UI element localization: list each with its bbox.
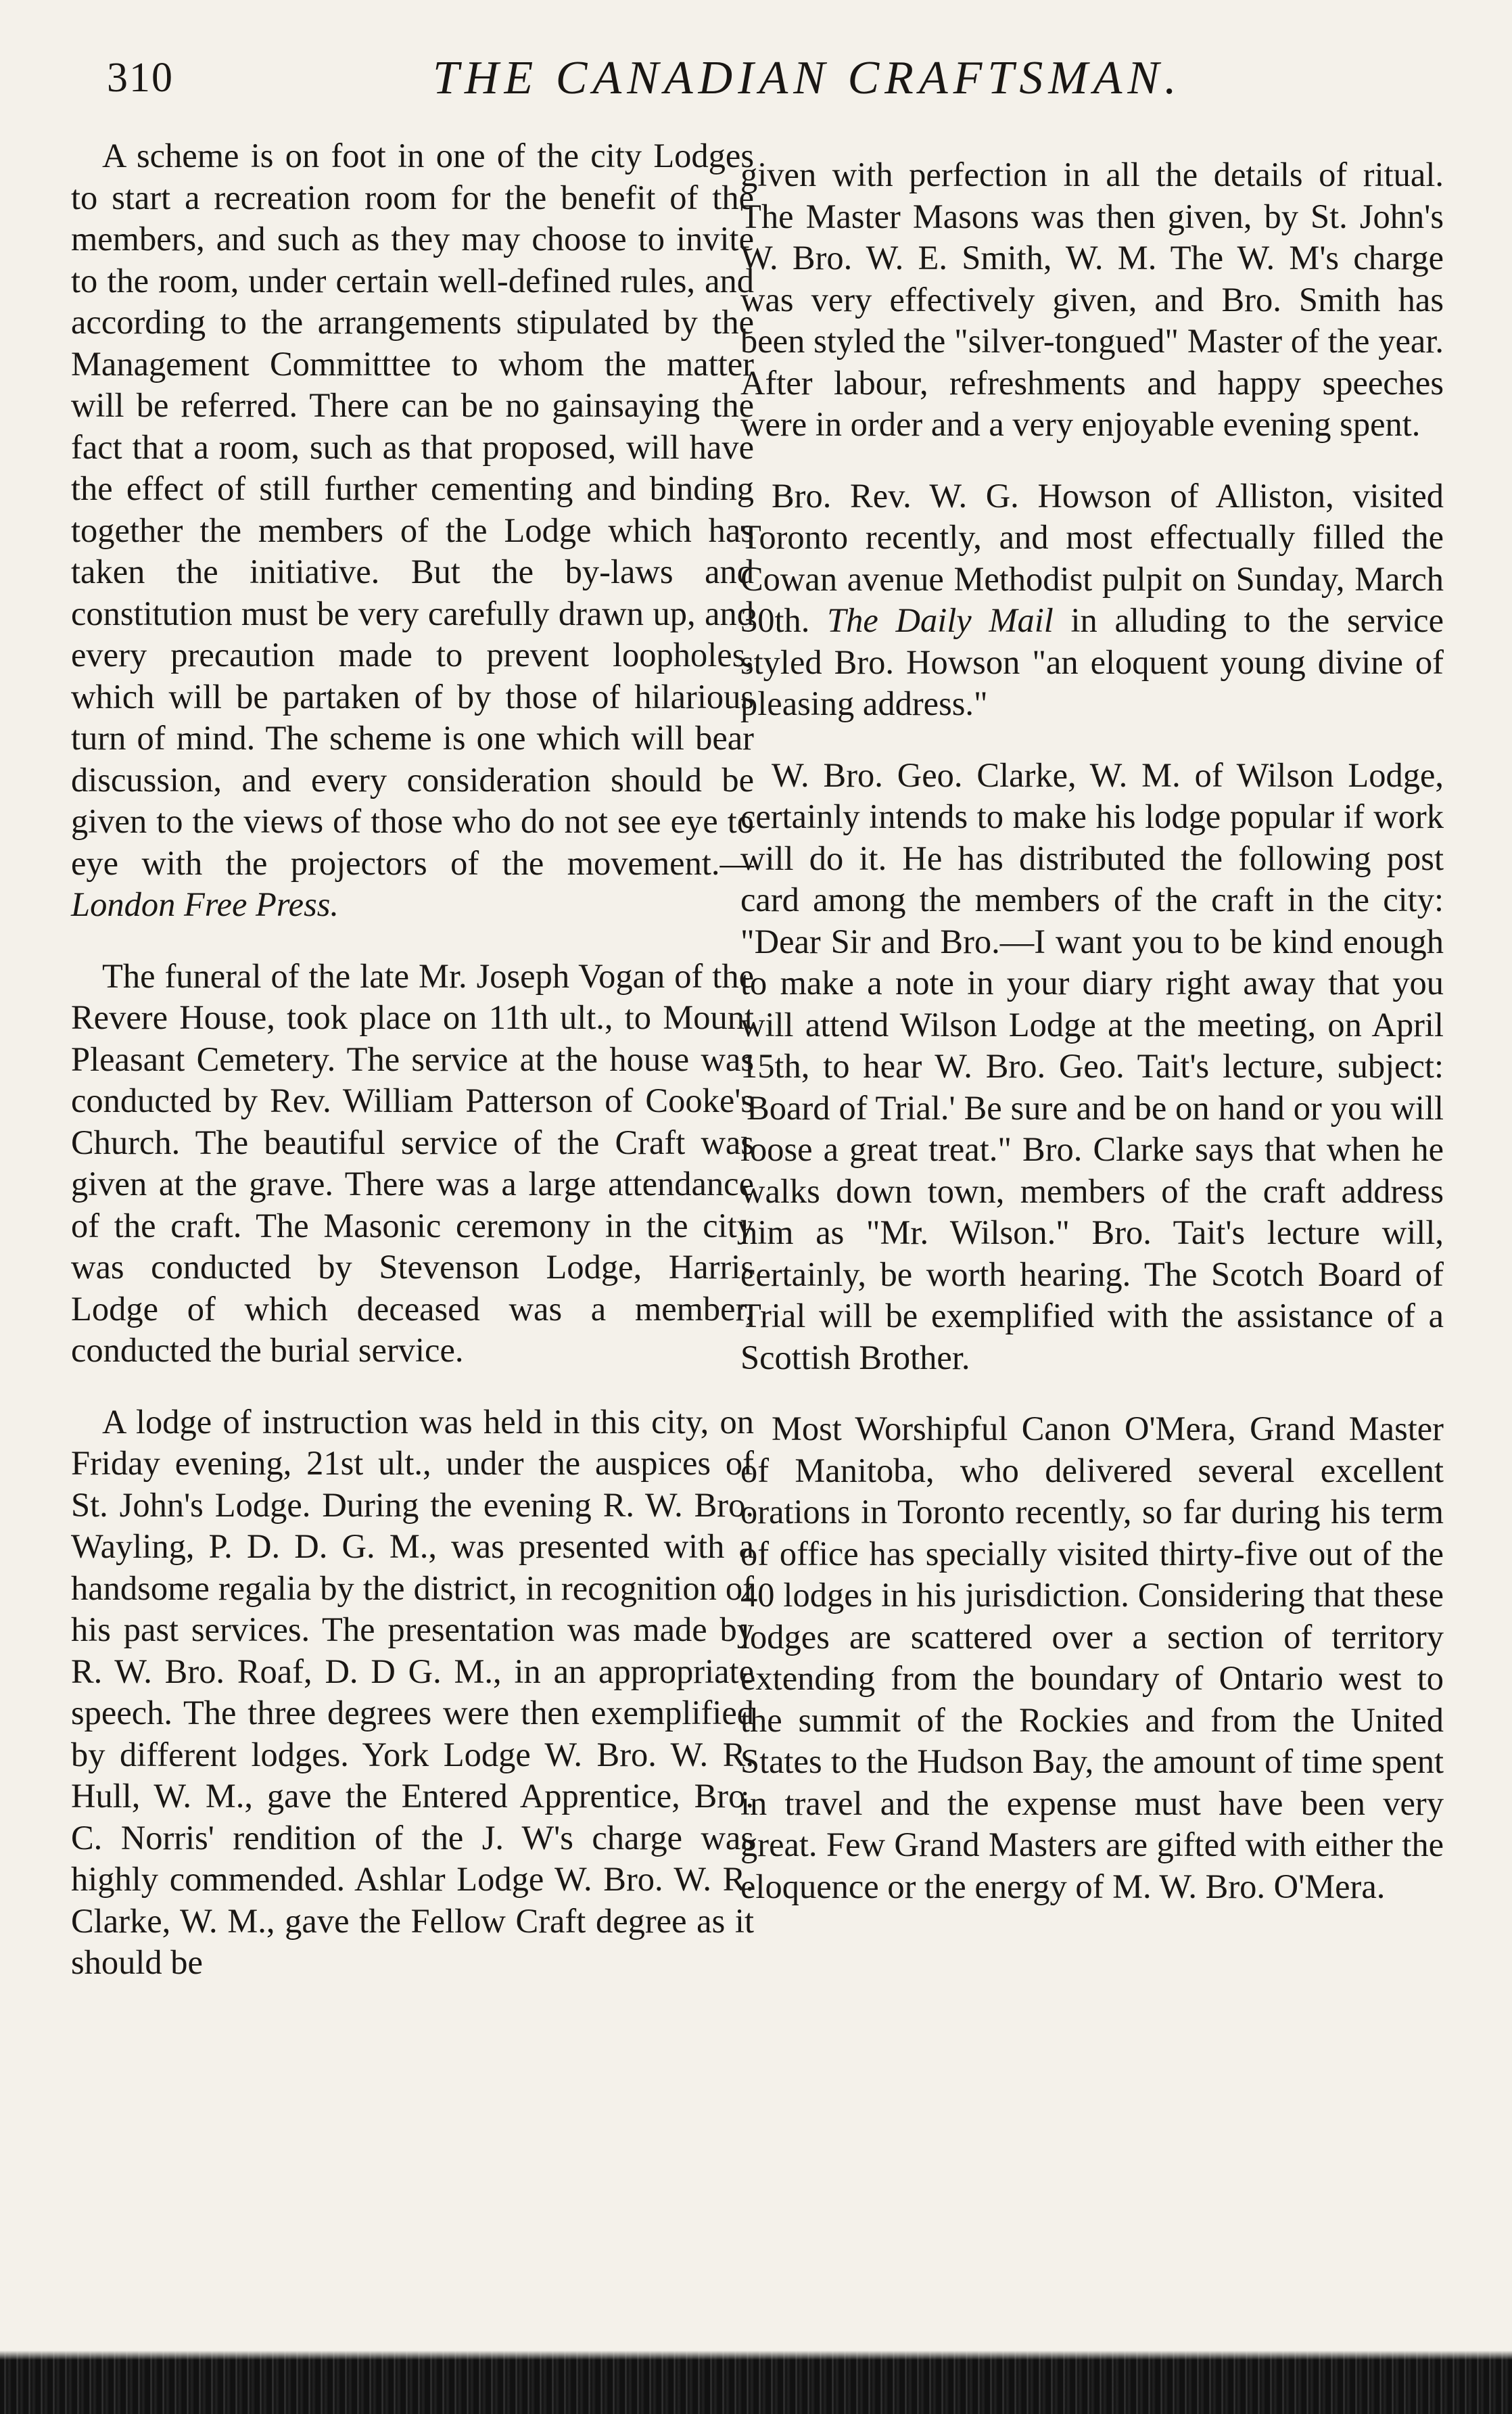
article-text: A scheme is on foot in one of the city Lodges to start a recreation room for the benefit of the members, and such as they may choose to invite to the room, under certain well-defined rules, and according to the arrangements stipulated by the Management Committtee to whom the matter will be referred. There can be no gainsaying the fact that a room, such as that proposed, will have the effect of still further cementing and binding together the members of the Lodge which has taken the initiative. But the by-laws and constitution must be very carefully drawn up, and every precaution made to prevent loopholes, which will be partaken of by those of hilarious turn of mind. The scheme is one which will bear discussion, and every consideration should be given to the views of those who do not see eye to eye with the projectors of the movement.— (71, 137, 754, 882)
article-text: The funeral of the late Mr. Joseph Vogan of the Revere House, took place on 11th ult., to Mount Pleasant Cemetery. The service at the house was conducted by Rev. William Patterson of Cooke's Church. The beautiful service of the Craft was given at the grave. There was a large attendance of the craft. The Masonic ceremony in the city was conducted by Stevenson Lodge, Harris Lodge of which deceased was a member, conducted the burial service. (71, 956, 754, 1369)
right-column (740, 154, 1444, 1937)
running-title: THE CANADIAN CRAFTSMAN. (433, 52, 1182, 104)
article-recreation-room (71, 135, 754, 926)
article-continuation (740, 154, 1444, 446)
page-header (0, 47, 1512, 122)
article-text: in alluding to the service styled Bro. Howson "an eloquent young divine of pleasing address." (740, 601, 1444, 722)
article-lodge-of-instruction (71, 1401, 754, 1984)
scan-edge-band (0, 2350, 1512, 2414)
article-text: Bro. Rev. W. G. Howson of Alliston, visited Toronto recently, and most effectually filled the Cowan avenue Methodist pulpit on Sunday, March 30th. (740, 476, 1444, 639)
article-text: A lodge of instruction was held in this city, on Friday evening, 21st ult., under the auspices of St. John's Lodge. During the evening R. W. Bro. Wayling, P. D. D. G. M., was presented with a handsome regalia by the district, in recognition of his past services. The presentation was made by R. W. Bro. Roaf, D. D G. M., in an appropriate speech. The three degrees were then exemplified by different lodges. York Lodge W. Bro. W. R. Hull, W. M., gave the Entered Apprentice, Bro. C. Norris' rendition of the J. W's charge was highly commended. Ashlar Lodge W. Bro. W. R. Clarke, W. M., gave the Fellow Craft degree as it should be (71, 1402, 754, 1981)
article-text: W. Bro. Geo. Clarke, W. M. of Wilson Lodge, certainly intends to make his lodge popular if work will do it. He has distributed the following post card among the members of the craft in the city: "Dear Sir and Bro.—I want you to be kind enough to make a note in your diary right away that you will attend Wilson Lodge at the meeting, on April 15th, to hear W. Bro. Geo. Tait's lecture, subject: 'Board of Trial.' Be sure and be on hand or you will loose a great treat." Bro. Clarke says that when he walks down town, members of the craft address him as "Mr. Wilson." Bro. Tait's lecture will, certainly, be worth hearing. The Scotch Board of Trial will be exemplified with the assistance of a Scottish Brother. (740, 756, 1444, 1376)
article-omera (740, 1408, 1444, 1907)
article-funeral (71, 956, 754, 1372)
article-text: Most Worshipful Canon O'Mera, Grand Master of Manitoba, who delivered several excellent orations in Toronto recently, so far during his term of office has specially visited thirty-five out of the 40 lodges in his jurisdiction. Considering that these lodges are scattered over a section of territory extending from the boundary of Ontario west to the summit of the Rockies and from the United States to the Hudson Bay, the amount of time spent in travel and the expense must have been very great. Few Grand Masters are gifted with either the eloquence or the energy of M. W. Bro. O'Mera. (740, 1410, 1444, 1905)
newspaper-title: The Daily Mail (827, 601, 1054, 639)
article-wilson-lodge (740, 755, 1444, 1379)
article-text: given with perfection in all the details of ritual. The Master Masons was then given, by St. John's W. Bro. W. E. Smith, W. M. The W. M's charge was very effectively given, and Bro. Smith has been styled the "silver-tongued" Master of the year. After labour, refreshments and happy speeches were in order and a very enjoyable evening spent. (740, 156, 1444, 443)
article-howson (740, 475, 1444, 725)
page-number: 310 (107, 55, 174, 101)
left-column (71, 135, 754, 2014)
source-citation: London Free Press. (71, 885, 339, 923)
